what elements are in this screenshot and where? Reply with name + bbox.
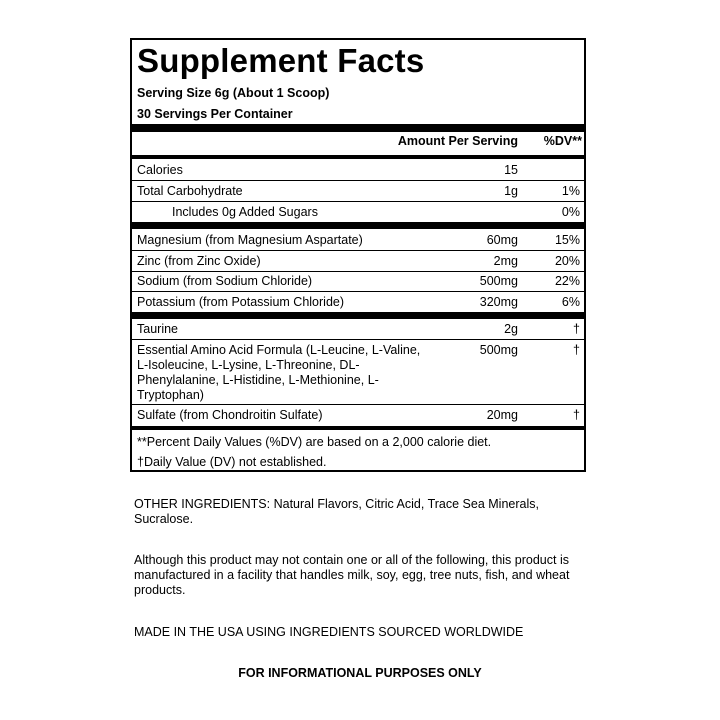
nutrient-amount: 20mg [486, 408, 518, 422]
nutrient-amount: 500mg [479, 274, 518, 288]
nutrient-amount: 2mg [493, 254, 518, 268]
nutrient-dv: 6% [561, 295, 580, 309]
nutrient-name: Calories [137, 163, 183, 177]
row-divider [132, 291, 584, 292]
footnote-percent-dv: **Percent Daily Values (%DV) are based on a 2,000 calorie diet. [137, 435, 492, 449]
medium-divider [132, 426, 584, 430]
panel-title: Supplement Facts [137, 42, 425, 79]
nutrient-amount: 500mg [479, 343, 518, 357]
nutrient-dv: † [573, 322, 580, 336]
nutrient-name: Sodium (from Sodium Chloride) [137, 274, 313, 288]
header-amount-per-serving: Amount Per Serving [397, 134, 518, 148]
nutrient-dv: 20% [554, 254, 580, 268]
nutrient-amount: 60mg [486, 233, 518, 247]
servings-per-container: 30 Servings Per Container [137, 107, 293, 121]
nutrient-name: Includes 0g Added Sugars [172, 205, 318, 219]
header-dv: %DV** [543, 134, 582, 148]
nutrient-dv: † [573, 408, 580, 422]
nutrient-name: Magnesium (from Magnesium Aspartate) [137, 233, 363, 247]
row-divider [132, 180, 584, 181]
thick-divider [132, 124, 584, 132]
row-divider [132, 201, 584, 202]
nutrient-dv: 1% [561, 184, 580, 198]
nutrient-dv: † [573, 343, 580, 357]
allergen-statement: Although this product may not contain one or all of the following, this product is manufactured in a facility that handles milk, soy, egg, tree nuts, fish, and wheat products. [134, 553, 570, 597]
nutrient-name: Zinc (from Zinc Oxide) [137, 254, 261, 268]
nutrient-dv: 22% [554, 274, 580, 288]
informational-disclaimer: FOR INFORMATIONAL PURPOSES ONLY [238, 666, 482, 680]
other-ingredients: OTHER INGREDIENTS: Natural Flavors, Citric Acid, Trace Sea Minerals, Sucralose. [134, 497, 539, 526]
supplement-facts-panel [130, 38, 586, 472]
made-in-statement: MADE IN THE USA USING INGREDIENTS SOURCED WORLDWIDE [134, 625, 524, 639]
medium-divider [132, 155, 584, 159]
thick-divider [132, 312, 584, 319]
row-divider [132, 271, 584, 272]
serving-size: Serving Size 6g (About 1 Scoop) [137, 86, 330, 100]
nutrient-name: Potassium (from Potassium Chloride) [137, 295, 345, 309]
nutrient-name: Total Carbohydrate [137, 184, 243, 198]
nutrient-amount: 320mg [479, 295, 518, 309]
row-divider [132, 339, 584, 340]
row-divider [132, 250, 584, 251]
nutrient-name: Taurine [137, 322, 178, 336]
nutrient-amount: 2g [504, 322, 518, 336]
footnote-dv-not-established: †Daily Value (DV) not established. [137, 455, 327, 469]
nutrient-name: Essential Amino Acid Formula (L-Leucine, L-Valine, L-Isoleucine, L-Lysine, L-Threonine, DL-Phenylalanine, L-Histidine, L-Methionine, L-Tryptophan) [137, 343, 421, 402]
nutrient-dv: 15% [554, 233, 580, 247]
thick-divider [132, 222, 584, 229]
row-divider [132, 404, 584, 405]
nutrient-name: Sulfate (from Chondroitin Sulfate) [137, 408, 323, 422]
nutrient-dv: 0% [561, 205, 580, 219]
nutrient-amount: 1g [504, 184, 518, 198]
nutrient-amount: 15 [504, 163, 518, 177]
